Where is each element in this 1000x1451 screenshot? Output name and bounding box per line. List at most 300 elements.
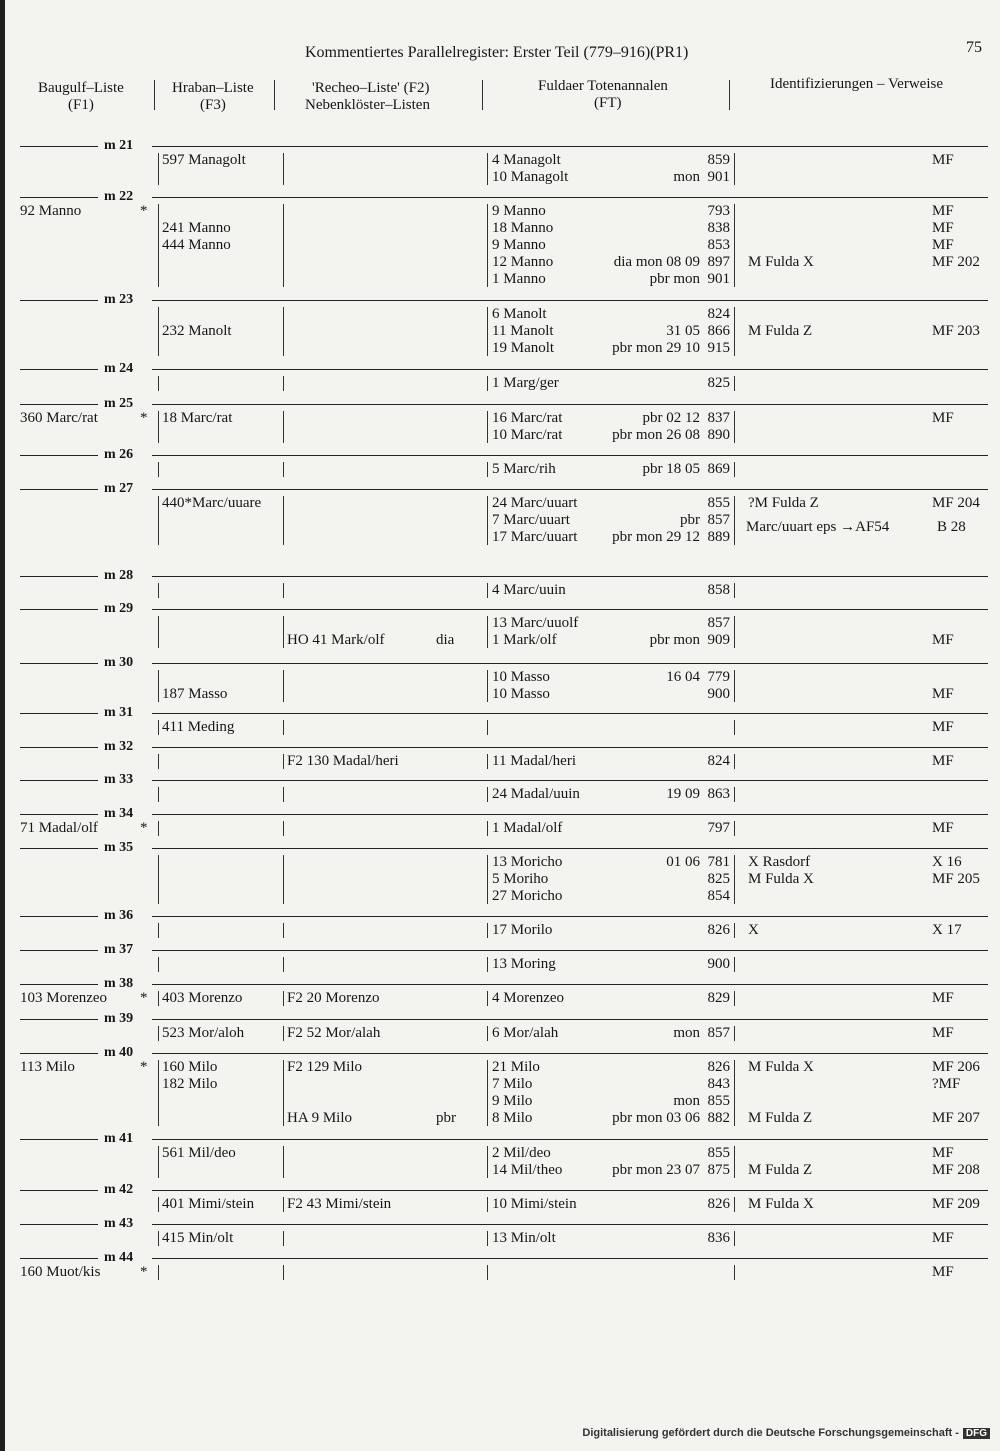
ft-year: 855 <box>707 1093 730 1109</box>
ft-entry: 1 Manno <box>492 271 546 287</box>
ft-entry: 10 Masso <box>492 669 550 685</box>
scan-edge <box>0 0 5 1451</box>
section-rule-stub <box>20 300 98 301</box>
ft-year: 869 <box>707 461 730 477</box>
ft-entry: 13 Marc/uuolf <box>492 615 579 631</box>
ft-year: 854 <box>707 888 730 904</box>
column-separator-f2 <box>283 957 284 972</box>
column-separator-ft <box>487 923 488 938</box>
column-separator-f3 <box>158 204 159 287</box>
ft-date: dia mon 08 09 <box>613 254 700 270</box>
dfg-logo: DFG <box>963 1428 990 1439</box>
ft-entry: 5 Marc/rih <box>492 461 556 477</box>
ft-entry: 2 Mil/deo <box>492 1145 551 1161</box>
reference: MF 206 <box>932 1059 980 1075</box>
column-separator-f3 <box>158 153 159 185</box>
section-label: m 26 <box>104 447 134 462</box>
ft-year: 793 <box>707 203 730 219</box>
column-separator-f3 <box>158 1197 159 1212</box>
column-separator-f3 <box>158 787 159 802</box>
ft-year: 826 <box>707 1059 730 1075</box>
header-separator <box>274 80 275 110</box>
section-label: m 41 <box>104 1131 134 1146</box>
section-label: m 27 <box>104 481 134 496</box>
column-separator-ft <box>487 670 488 702</box>
ft-date: pbr mon <box>649 632 700 648</box>
ft-date: pbr mon 26 08 <box>612 427 700 443</box>
ft-year: 829 <box>707 990 730 1006</box>
column-separator-id <box>734 991 735 1006</box>
ft-year: 824 <box>707 753 730 769</box>
ft-entry: 24 Madal/uuin <box>492 786 580 802</box>
section-rule <box>152 1053 988 1054</box>
column-separator-id <box>734 1026 735 1041</box>
section-label: m 32 <box>104 739 134 754</box>
column-separator-id <box>734 754 735 769</box>
reference: MF <box>932 1025 954 1041</box>
section-rule-stub <box>20 984 98 985</box>
section-rule-stub <box>20 848 98 849</box>
f1-entry: 113 Milo <box>20 1059 75 1075</box>
ft-year: 857 <box>707 615 730 631</box>
column-separator-id <box>734 670 735 702</box>
column-separator-f2 <box>283 1231 284 1246</box>
ft-entry: 5 Moriho <box>492 871 549 887</box>
column-separator-id <box>734 1060 735 1126</box>
reference: MF <box>932 632 954 648</box>
ft-entry: 27 Moricho <box>492 888 563 904</box>
column-separator-f2 <box>283 616 284 648</box>
asterisk-mark: * <box>140 1264 148 1280</box>
column-separator-id <box>734 1265 735 1280</box>
ft-year: 882 <box>707 1110 730 1126</box>
column-separator-f3 <box>158 1060 159 1126</box>
ft-year: 863 <box>707 786 730 802</box>
ft-year: 797 <box>707 820 730 836</box>
column-separator-f3 <box>158 496 159 545</box>
column-separator-f3 <box>158 821 159 836</box>
column-separator-id <box>734 923 735 938</box>
ft-year: 859 <box>707 152 730 168</box>
reference: MF <box>932 1230 954 1246</box>
col-header-ft-line1: Fuldaer Totenannalen <box>538 78 668 94</box>
section-rule <box>152 1019 988 1020</box>
column-separator-f3 <box>158 670 159 702</box>
column-separator-f3 <box>158 462 159 477</box>
column-separator-id <box>734 821 735 836</box>
ft-entry: 6 Manolt <box>492 306 547 322</box>
column-separator-ft <box>487 1026 488 1041</box>
column-separator-id <box>734 855 735 904</box>
column-separator-f2 <box>283 1026 284 1041</box>
section-rule-stub <box>20 404 98 405</box>
ft-date: pbr <box>680 512 700 528</box>
column-separator-f3 <box>158 957 159 972</box>
ft-entry: 19 Manolt <box>492 340 555 356</box>
column-separator-ft <box>487 1231 488 1246</box>
identification: M Fulda X <box>748 1059 814 1075</box>
ft-year: 900 <box>707 956 730 972</box>
column-separator-ft <box>487 411 488 443</box>
section-rule-stub <box>20 1139 98 1140</box>
section-label: m 34 <box>104 806 134 821</box>
column-separator-ft <box>487 496 488 545</box>
column-separator-f3 <box>158 616 159 648</box>
col-header-ft-line2: (FT) <box>594 95 622 111</box>
ft-year: 875 <box>707 1162 730 1178</box>
ft-year: 853 <box>707 237 730 253</box>
column-separator-f3 <box>158 1231 159 1246</box>
asterisk-mark: * <box>140 410 148 426</box>
ft-year: 824 <box>707 306 730 322</box>
reference: B 28 <box>937 519 966 535</box>
ft-entry: 1 Mark/olf <box>492 632 557 648</box>
f2-entry: F2 52 Mor/alah <box>287 1025 381 1041</box>
identification: M Fulda X <box>748 871 814 887</box>
section-rule-stub <box>20 1258 98 1259</box>
column-separator-ft <box>487 153 488 185</box>
column-separator-ft <box>487 1197 488 1212</box>
ft-entry: 6 Mor/alah <box>492 1025 559 1041</box>
column-separator-f2 <box>283 583 284 598</box>
column-separator-ft <box>487 376 488 391</box>
column-separator-f3 <box>158 583 159 598</box>
ft-date: pbr mon 23 07 <box>612 1162 700 1178</box>
header-separator <box>729 80 730 110</box>
ft-entry: 17 Marc/uuart <box>492 529 578 545</box>
column-separator-f2 <box>283 1146 284 1178</box>
ft-entry: 9 Manno <box>492 203 546 219</box>
f2-entry: F2 130 Madal/heri <box>287 753 399 769</box>
section-label: m 21 <box>104 138 134 153</box>
ft-year: 779 <box>707 669 730 685</box>
ft-entry: 10 Managolt <box>492 169 569 185</box>
ft-entry: 24 Marc/uuart <box>492 495 578 511</box>
ft-entry: 13 Moricho <box>492 854 563 870</box>
ft-year: 836 <box>707 1230 730 1246</box>
column-separator-id <box>734 1231 735 1246</box>
section-rule <box>152 300 988 301</box>
reference: MF 207 <box>932 1110 980 1126</box>
section-rule-stub <box>20 1019 98 1020</box>
ft-date: 16 04 <box>666 669 700 685</box>
column-separator-ft <box>487 1060 488 1126</box>
reference: MF <box>932 753 954 769</box>
column-separator-f3 <box>158 923 159 938</box>
column-separator-id <box>734 462 735 477</box>
ft-date: 31 05 <box>666 323 700 339</box>
ft-entry: 7 Marc/uuart <box>492 512 570 528</box>
section-rule-stub <box>20 916 98 917</box>
ft-year: 901 <box>707 169 730 185</box>
f3-entry: 523 Mor/aloh <box>162 1025 245 1041</box>
section-label: m 39 <box>104 1011 134 1026</box>
section-rule-stub <box>20 489 98 490</box>
reference: MF <box>932 237 954 253</box>
column-separator-id <box>734 204 735 287</box>
column-separator-id <box>734 496 735 545</box>
section-rule <box>152 1224 988 1225</box>
column-separator-id <box>734 376 735 391</box>
ft-date: pbr mon <box>649 271 700 287</box>
ft-year: 857 <box>707 512 730 528</box>
column-separator-f2 <box>283 153 284 185</box>
ft-year: 826 <box>707 922 730 938</box>
column-separator-f3 <box>158 411 159 443</box>
section-label: m 29 <box>104 601 134 616</box>
ft-entry: 14 Mil/theo <box>492 1162 563 1178</box>
ft-year: 781 <box>707 854 730 870</box>
column-separator-f2 <box>283 670 284 702</box>
ft-date: pbr mon 29 10 <box>612 340 700 356</box>
column-separator-id <box>734 1197 735 1212</box>
column-separator-id <box>734 616 735 648</box>
ft-entry: 11 Manolt <box>492 323 554 339</box>
footer <box>582 1427 990 1439</box>
ft-year: 825 <box>707 871 730 887</box>
column-separator-id <box>734 787 735 802</box>
ft-entry: 1 Marg/ger <box>492 375 559 391</box>
ft-date: pbr 18 05 <box>642 461 700 477</box>
ft-entry: 11 Madal/heri <box>492 753 577 769</box>
section-label: m 33 <box>104 772 134 787</box>
column-separator-f3 <box>158 855 159 904</box>
column-separator-f2 <box>283 855 284 904</box>
column-separator-ft <box>487 583 488 598</box>
identification: M Fulda X <box>748 1196 814 1212</box>
f3-entry: 160 Milo <box>162 1059 218 1075</box>
section-label: m 28 <box>104 568 134 583</box>
section-label: m 37 <box>104 942 134 957</box>
ft-entry: 8 Milo <box>492 1110 533 1126</box>
section-label: m 23 <box>104 292 134 307</box>
column-separator-f2 <box>283 496 284 545</box>
f2-qualifier: pbr <box>436 1110 456 1126</box>
column-separator-f2 <box>283 1265 284 1280</box>
reference: MF <box>932 1145 954 1161</box>
reference: MF 203 <box>932 323 980 339</box>
ft-year: 843 <box>707 1076 730 1092</box>
column-separator-f2 <box>283 462 284 477</box>
section-rule-stub <box>20 713 98 714</box>
asterisk-mark: * <box>140 203 148 219</box>
ft-date: mon <box>673 1093 700 1109</box>
header-separator <box>482 80 483 110</box>
section-label: m 43 <box>104 1216 134 1231</box>
column-separator-f3 <box>158 1265 159 1280</box>
reference: MF <box>932 990 954 1006</box>
column-separator-id <box>734 1146 735 1178</box>
page-title: Kommentiertes Parallelregister: Erster Teil (779–916)(PR1) <box>305 44 689 61</box>
section-label: m 35 <box>104 840 134 855</box>
ft-entry: 10 Masso <box>492 686 550 702</box>
ft-entry: 12 Manno <box>492 254 554 270</box>
section-label: m 24 <box>104 361 134 376</box>
column-separator-ft <box>487 821 488 836</box>
ft-date: 01 06 <box>666 854 700 870</box>
column-separator-f2 <box>283 991 284 1006</box>
ft-year: 826 <box>707 1196 730 1212</box>
column-separator-ft <box>487 720 488 735</box>
reference: MF <box>932 719 954 735</box>
section-rule-stub <box>20 1190 98 1191</box>
section-rule-stub <box>20 369 98 370</box>
f3-entry: 597 Managolt <box>162 152 246 168</box>
section-rule-stub <box>20 576 98 577</box>
ft-year: 857 <box>707 1025 730 1041</box>
ft-year: 890 <box>707 427 730 443</box>
identification: M Fulda Z <box>748 1110 813 1126</box>
column-separator-ft <box>487 754 488 769</box>
section-rule <box>152 146 988 147</box>
column-separator-f2 <box>283 411 284 443</box>
section-rule-stub <box>20 1053 98 1054</box>
column-separator-ft <box>487 1146 488 1178</box>
identification: M Fulda Z <box>748 323 813 339</box>
f2-entry: F2 129 Milo <box>287 1059 363 1075</box>
header-separator <box>154 80 155 110</box>
reference: X 17 <box>932 922 962 938</box>
section-rule <box>152 1258 988 1259</box>
column-separator-f2 <box>283 787 284 802</box>
f3-entry: 403 Morenzo <box>162 990 243 1006</box>
f3-entry: 18 Marc/rat <box>162 410 233 426</box>
asterisk-mark: * <box>140 990 148 1006</box>
reference: MF <box>932 1264 954 1280</box>
ft-year: 825 <box>707 375 730 391</box>
section-label: m 44 <box>104 1250 134 1265</box>
col-header-f1-line2: (F1) <box>68 97 94 113</box>
section-rule <box>152 663 988 664</box>
column-separator-id <box>734 720 735 735</box>
reference: MF 209 <box>932 1196 980 1212</box>
column-separator-f2 <box>283 821 284 836</box>
ft-date: mon <box>673 1025 700 1041</box>
column-separator-f3 <box>158 307 159 356</box>
ft-date: pbr mon 03 06 <box>612 1110 700 1126</box>
section-label: m 42 <box>104 1182 134 1197</box>
section-rule <box>152 404 988 405</box>
ft-entry: 21 Milo <box>492 1059 540 1075</box>
section-rule <box>152 780 988 781</box>
f3-entry: 415 Min/olt <box>162 1230 234 1246</box>
f2-entry: HO 41 Mark/olf <box>287 632 385 648</box>
section-label: m 38 <box>104 976 134 991</box>
reference: MF <box>932 820 954 836</box>
section-rule <box>152 609 988 610</box>
ft-year: 901 <box>707 271 730 287</box>
section-rule-stub <box>20 1224 98 1225</box>
reference: MF <box>932 220 954 236</box>
column-separator-f2 <box>283 754 284 769</box>
f1-entry: 160 Muot/kis <box>20 1264 101 1280</box>
f3-entry: 440*Marc/uuare <box>162 495 262 511</box>
section-rule-stub <box>20 780 98 781</box>
f1-entry: 71 Madal/olf <box>20 820 98 836</box>
column-separator-f2 <box>283 376 284 391</box>
ft-entry: 9 Milo <box>492 1093 533 1109</box>
section-rule <box>152 814 988 815</box>
column-separator-ft <box>487 204 488 287</box>
section-rule <box>152 197 988 198</box>
ft-date: pbr 02 12 <box>642 410 700 426</box>
section-rule <box>152 489 988 490</box>
section-label: m 31 <box>104 705 134 720</box>
section-rule <box>152 455 988 456</box>
ft-year: 858 <box>707 582 730 598</box>
col-header-f2-line1: 'Recheo–Liste' (F2) <box>312 80 430 96</box>
section-rule-stub <box>20 950 98 951</box>
ft-year: 915 <box>707 340 730 356</box>
section-rule <box>152 916 988 917</box>
ft-entry: 7 Milo <box>492 1076 533 1092</box>
f2-entry: F2 20 Morenzo <box>287 990 380 1006</box>
reference: MF <box>932 686 954 702</box>
ft-entry: 16 Marc/rat <box>492 410 563 426</box>
column-separator-f2 <box>283 204 284 287</box>
col-header-f2-line2: Nebenklöster–Listen <box>305 97 430 113</box>
f3-entry: 444 Manno <box>162 237 231 253</box>
reference: MF 208 <box>932 1162 980 1178</box>
footer-text: Digitalisierung gefördert durch die Deutsche Forschungsgemeinschaft - <box>582 1427 959 1439</box>
column-separator-id <box>734 153 735 185</box>
col-header-f1-line1: Baugulf–Liste <box>38 80 124 96</box>
section-label: m 25 <box>104 396 134 411</box>
column-separator-f2 <box>283 720 284 735</box>
f3-entry: 232 Manolt <box>162 323 232 339</box>
ft-entry: 4 Morenzeo <box>492 990 565 1006</box>
reference: MF 204 <box>932 495 980 511</box>
f2-entry: HA 9 Milo <box>287 1110 353 1126</box>
ft-entry: 4 Marc/uuin <box>492 582 566 598</box>
section-rule <box>152 1190 988 1191</box>
section-rule-stub <box>20 455 98 456</box>
identification: ?M Fulda Z <box>748 495 819 511</box>
column-separator-ft <box>487 855 488 904</box>
identification: X <box>748 922 759 938</box>
section-label: m 40 <box>104 1045 134 1060</box>
f2-qualifier: dia <box>436 632 455 648</box>
identification: M Fulda X <box>748 254 814 270</box>
f3-entry: 411 Meding <box>162 719 235 735</box>
col-header-f3-line1: Hraban–Liste <box>172 80 254 96</box>
section-rule-stub <box>20 814 98 815</box>
ft-date: 19 09 <box>666 786 700 802</box>
column-separator-f3 <box>158 991 159 1006</box>
column-separator-f3 <box>158 1026 159 1041</box>
ft-entry: 1 Madal/olf <box>492 820 563 836</box>
ft-entry: 10 Mimi/stein <box>492 1196 577 1212</box>
ft-entry: 9 Manno <box>492 237 546 253</box>
ft-year: 855 <box>707 1145 730 1161</box>
reference: MF <box>932 152 954 168</box>
asterisk-mark: * <box>140 820 148 836</box>
column-separator-f3 <box>158 754 159 769</box>
f1-entry: 103 Morenzeo <box>20 990 108 1006</box>
reference: X 16 <box>932 854 962 870</box>
ft-entry: 13 Moring <box>492 956 556 972</box>
section-rule <box>152 1139 988 1140</box>
identification: X Rasdorf <box>748 854 811 870</box>
section-rule <box>152 984 988 985</box>
column-separator-ft <box>487 307 488 356</box>
ft-date: mon <box>673 169 700 185</box>
ft-year: 866 <box>707 323 730 339</box>
column-separator-ft <box>487 991 488 1006</box>
ft-year: 837 <box>707 410 730 426</box>
reference: ?MF <box>932 1076 961 1092</box>
column-separator-id <box>734 307 735 356</box>
